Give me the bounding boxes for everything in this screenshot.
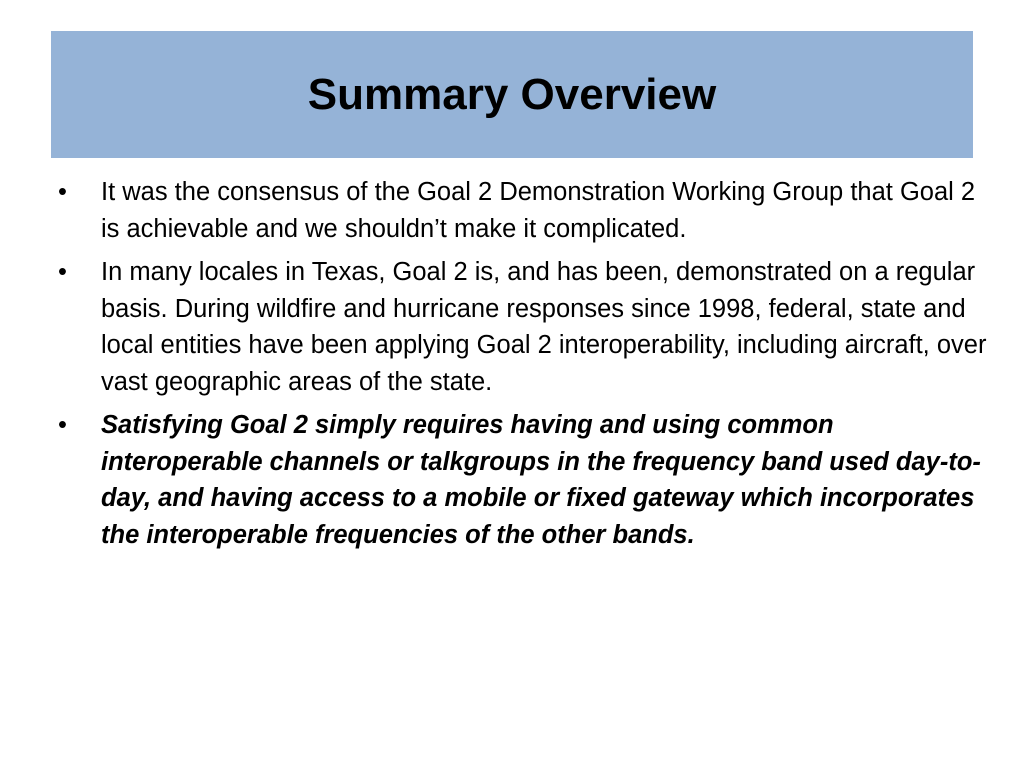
bullet-item — [58, 174, 988, 247]
bullet-icon: • — [58, 178, 67, 206]
bullet-text-emphasis: Satisfying Goal 2 simply requires having and using common interoperable channels or talkgroups in the frequency band used day-to-day, and having access to a mobile or fixed gateway which incorporates the interoperable frequencies of the other bands. — [101, 411, 981, 549]
bullet-text: In many locales in Texas, Goal 2 is, and has been, demonstrated on a regular basis. During wildfire and hurricane responses since 1998, federal, state and local entities have been applying Goal 2 interoperability, including aircraft, over vast geographic areas of the state. — [101, 258, 987, 396]
bullet-list — [58, 174, 988, 560]
bullet-item — [58, 254, 988, 400]
slide-title: Summary Overview — [307, 69, 717, 119]
bullet-item-emphasis — [58, 407, 988, 553]
bullet-icon: • — [58, 411, 67, 439]
title-band — [51, 31, 973, 158]
bullet-text: It was the consensus of the Goal 2 Demonstration Working Group that Goal 2 is achievable and we shouldn’t make it complicated. — [101, 178, 976, 243]
bullet-icon: • — [58, 258, 67, 286]
